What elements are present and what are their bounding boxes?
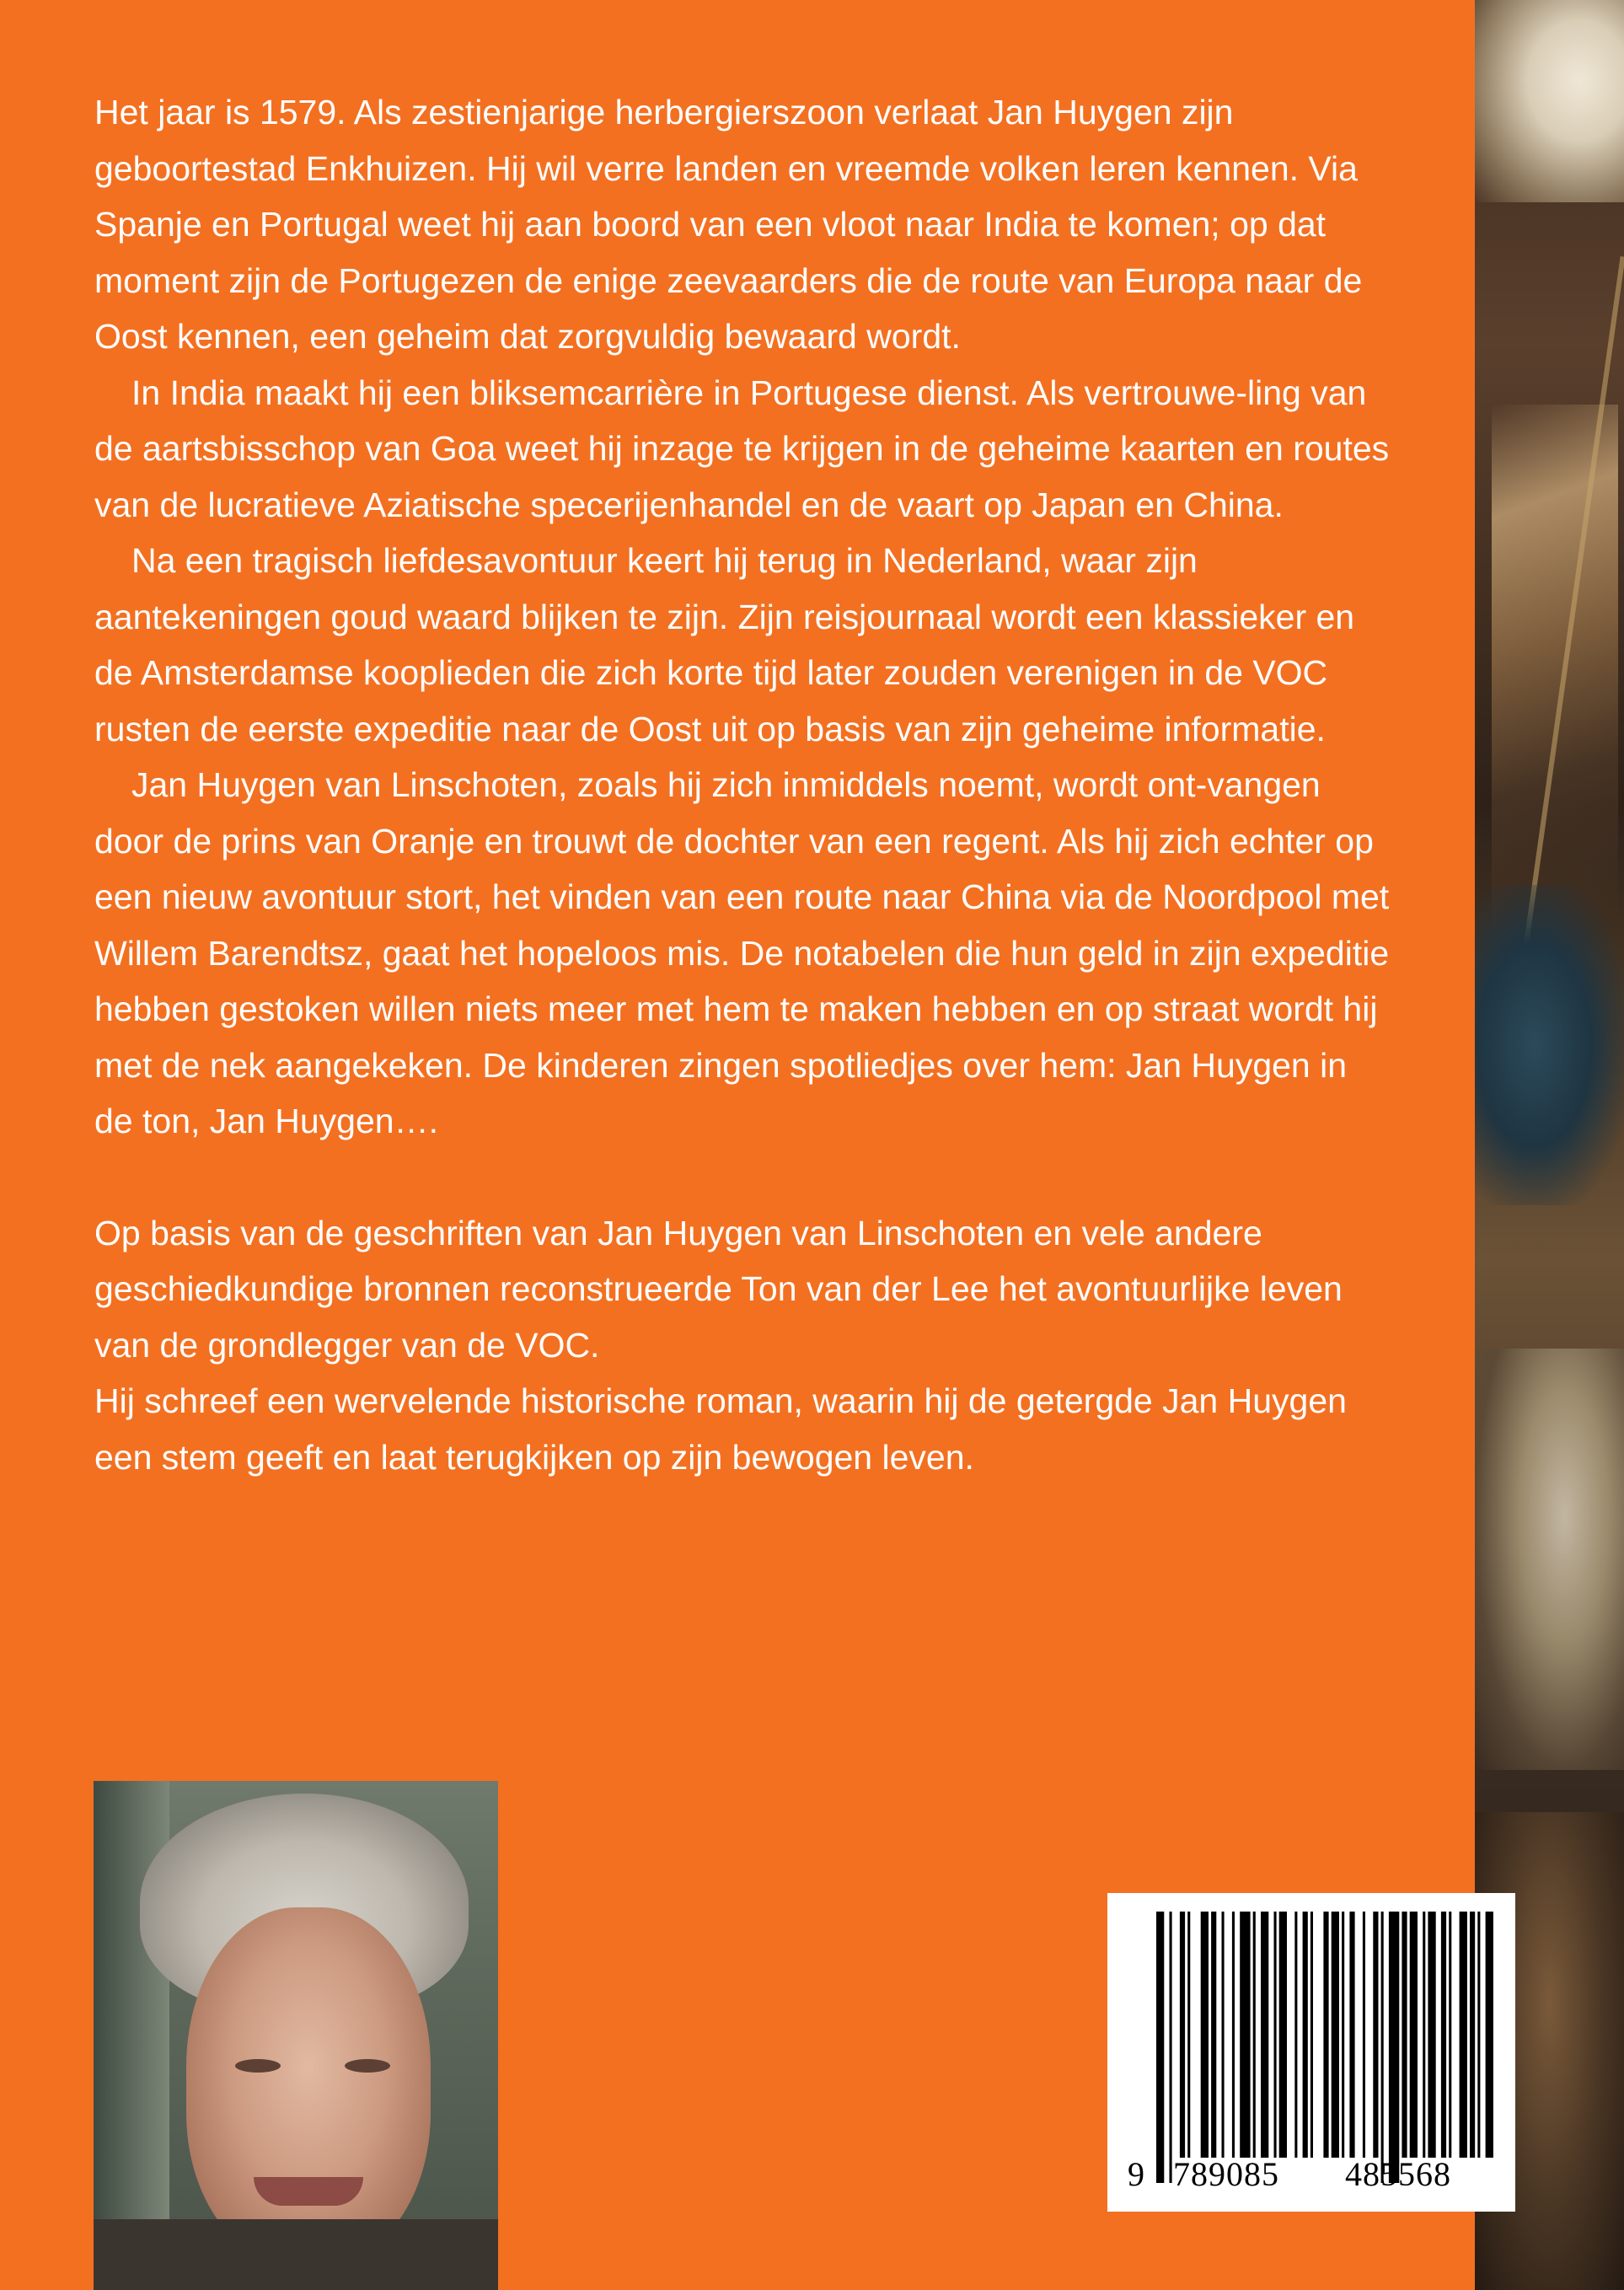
barcode-bar xyxy=(1332,1912,1339,2158)
barcode-bar xyxy=(1389,1912,1399,2183)
barcode-left-digits: 789085 xyxy=(1173,2155,1279,2193)
author-note-paragraph-2: Hij schreef een wervelende historische roman, waarin hij de getergde Jan Huygen een stem geeft en laat terugkijken op zijn bewogen leven. xyxy=(94,1381,1347,1477)
barcode-bar xyxy=(1294,1912,1297,2158)
barcode-bar xyxy=(1486,1912,1493,2158)
barcode-bar xyxy=(1410,1912,1418,2158)
barcode-bar xyxy=(1222,1912,1225,2158)
barcode-bar xyxy=(1211,1912,1216,2158)
barcode-bar xyxy=(1342,1912,1344,2158)
barcode-bar xyxy=(1253,1912,1256,2158)
barcode-bar xyxy=(1261,1912,1268,2158)
barcode-bar xyxy=(1423,1912,1425,2158)
barcode-bar xyxy=(1310,1912,1313,2158)
blurb-paragraph-2: In India maakt hij een bliksemcarrière in Portugese dienst. Als vertrouwe-ling van de aartsbisschop van Goa weet hij inzage te krijgen in de geheime kaarten en routes van de lucratieve Aziatische specerijenhandel en de vaart op Japan en China. xyxy=(94,373,1390,524)
blurb-paragraph-4: Jan Huygen van Linschoten, zoals hij zich inmiddels noemt, wordt ont-vangen door de prins van Oranje en trouwt de dochter van een regent. Als hij zich echter op een nieuw avontuur stort, het vinden van een route naar China via de Noordpool met Willem Barendtsz, gaat het hopeloos mis. De notabelen die hun geld in zijn expeditie hebben gestoken willen niets meer met hem te maken hebben en op straat wordt hij met de nek aangekeken. De kinderen zingen spotliedjes over hem: Jan Huygen in de ton, Jan Huygen…. xyxy=(94,765,1390,1140)
barcode-bar xyxy=(1240,1912,1250,2158)
barcode-bar xyxy=(1323,1912,1328,2158)
barcode-bar xyxy=(1187,1912,1190,2158)
barcode-bar xyxy=(1232,1912,1235,2158)
barcode-bar xyxy=(1180,1912,1185,2158)
barcode-bar xyxy=(1170,1912,1172,2183)
barcode-bar xyxy=(1460,1912,1467,2158)
author-photo xyxy=(94,1781,498,2290)
barcode-bar xyxy=(1279,1912,1287,2158)
barcode-bar xyxy=(1363,1912,1365,2158)
blurb-paragraph-3: Na een tragisch liefdesavontuur keert hij terug in Nederland, waar zijn aantekeningen goud waard blijken te zijn. Zijn reisjournaal wordt een klassieker en de Amsterdamse kooplieden die zich korte tijd later zouden verenigen in de VOC rusten de eerste expeditie naar de Oost uit op basis van zijn geheime informatie. xyxy=(94,541,1355,748)
isbn-barcode xyxy=(1107,1893,1515,2212)
barcode-bar xyxy=(1201,1912,1209,2158)
barcode-bar xyxy=(1274,1912,1277,2158)
barcode-bar xyxy=(1373,1912,1378,2158)
barcode-bar xyxy=(1477,1912,1480,2158)
barcode-right-digits: 485568 xyxy=(1345,2155,1451,2193)
barcode-bars xyxy=(1107,1893,1515,2212)
barcode-bar xyxy=(1428,1912,1435,2158)
barcode-bar xyxy=(1381,1912,1384,2183)
barcode-bar xyxy=(1402,1912,1407,2158)
barcode-bar xyxy=(1303,1912,1308,2158)
barcode-bar xyxy=(1349,1912,1354,2158)
author-note-paragraph-1: Op basis van de geschriften van Jan Huygen van Linschoten en vele andere geschiedkundige bronnen reconstrueerde Ton van der Lee het avontuurlijke leven van de grondlegger van de VOC. xyxy=(94,1213,1343,1365)
blurb-paragraph-1: Het jaar is 1579. Als zestienjarige herbergierszoon verlaat Jan Huygen zijn geboortestad Enkhuizen. Hij wil verre landen en vreemde volken leren kennen. Via Spanje en Portugal weet hij aan boord van een vloot naar India te komen; op dat moment zijn de Portugezen de enige zeevaarders die de route van Europa naar de Oost kennen, een geheim dat zorgvuldig bewaard wordt. xyxy=(94,93,1363,356)
barcode-bar xyxy=(1156,1912,1164,2183)
barcode-first-digit: 9 xyxy=(1128,2155,1145,2193)
barcode-bar xyxy=(1441,1912,1446,2158)
barcode-bar xyxy=(1470,1912,1475,2158)
barcode-bar xyxy=(1449,1912,1451,2158)
blurb-text xyxy=(94,84,1392,1485)
